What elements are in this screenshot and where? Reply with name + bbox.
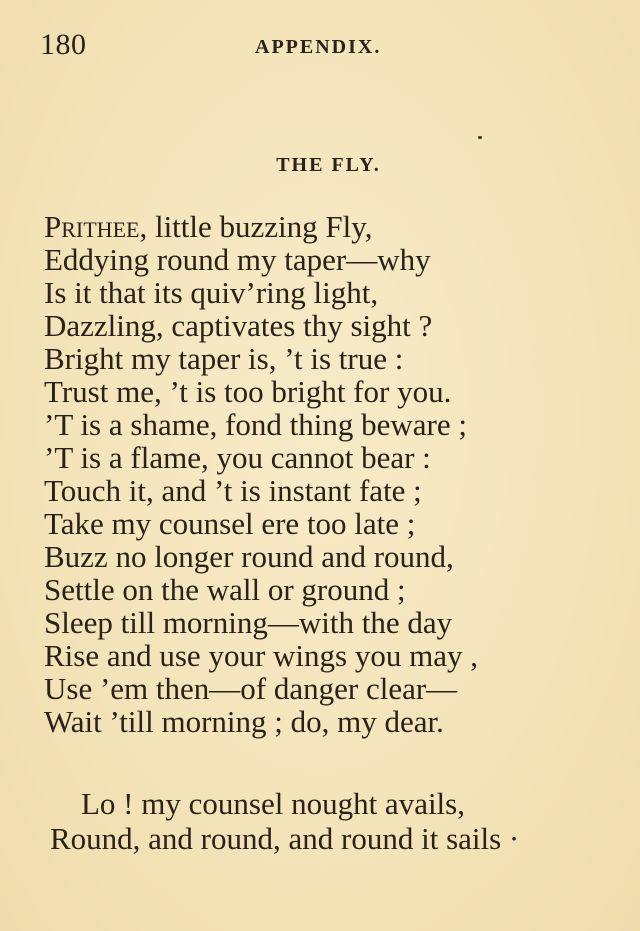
- poem-line: ’T is a shame, fond thing beware ;: [44, 407, 467, 442]
- poem-line: Sleep till morning—with the day: [44, 605, 453, 640]
- poem-line: Eddying round my taper—why: [44, 242, 431, 277]
- poem-stanza-1: [44, 210, 478, 738]
- page-number: 180: [40, 28, 87, 61]
- poem-line: ’T is a flame, you cannot bear :: [44, 440, 431, 475]
- poem-line: Lo ! my counsel nought avails,: [81, 786, 465, 821]
- poem-line: Touch it, and ’t is instant fate ;: [44, 473, 422, 508]
- ink-speck: [478, 136, 482, 139]
- poem-line: [44, 210, 478, 243]
- poem-line: Buzz no longer round and round,: [44, 539, 454, 574]
- poem-title: THE FLY.: [276, 154, 381, 176]
- poem-line: Use ’em then—of danger clear—: [44, 671, 458, 706]
- poem-line: Bright my taper is, ’t is true :: [44, 341, 404, 376]
- poem-line: Round, and round, and round it sails ·: [50, 821, 520, 856]
- opening-word: Prithee: [44, 209, 140, 244]
- poem-line: Wait ’till morning ; do, my dear.: [44, 704, 444, 739]
- line-text: , little buzzing Fly,: [139, 209, 373, 244]
- poem-line: Rise and use your wings you may ,: [44, 638, 478, 673]
- poem-line: Settle on the wall or ground ;: [44, 572, 406, 607]
- running-head: APPENDIX.: [255, 36, 382, 58]
- poem-line: Trust me, ’t is too bright for you.: [44, 374, 452, 409]
- poem-stanza-2: [50, 786, 519, 856]
- poem-line: Take my counsel ere too late ;: [44, 506, 416, 541]
- poem-line: Dazzling, captivates thy sight ?: [44, 308, 433, 343]
- poem-line: Is it that its quiv’ring light,: [44, 275, 379, 310]
